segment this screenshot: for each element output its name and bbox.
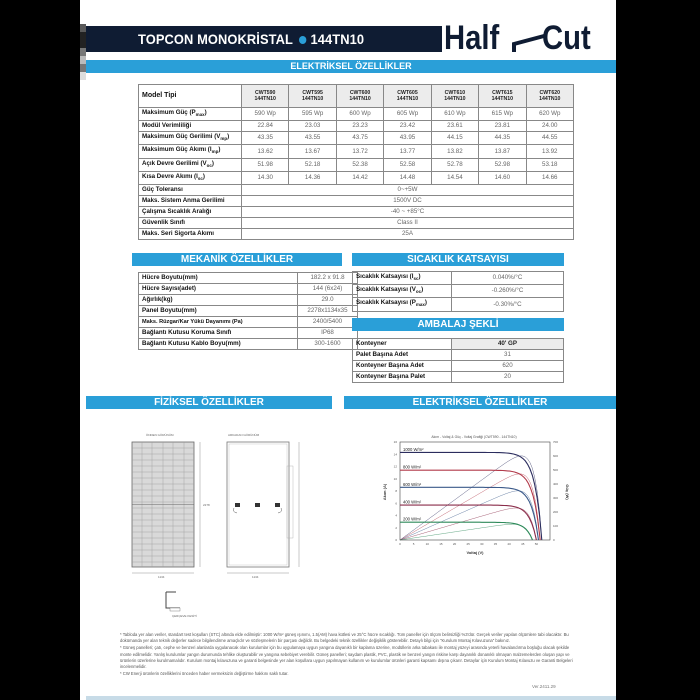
model-cell: CWT610 144TN10	[431, 85, 478, 108]
svg-text:400 W/m²: 400 W/m²	[403, 499, 422, 505]
section-header-electrical-chart: ELEKTRİKSEL ÖZELLİKLER	[344, 396, 616, 409]
row-label: Konteyner Başına Palet	[353, 372, 452, 383]
svg-text:0: 0	[553, 538, 555, 542]
iv-curve-svg	[376, 432, 572, 562]
table-row	[139, 317, 358, 328]
svg-text:5: 5	[412, 542, 415, 546]
cell-value: 29.0	[298, 295, 358, 306]
svg-text:2: 2	[395, 525, 397, 530]
svg-text:300: 300	[553, 496, 559, 500]
svg-text:1000 W/m²: 1000 W/m²	[403, 446, 424, 452]
table-row	[353, 298, 564, 311]
model-cell: CWT590 144TN10	[242, 85, 289, 108]
table-row	[139, 284, 358, 295]
section-header-temperature: SICAKLIK KATSAYISI	[352, 253, 564, 266]
footnote: * Güneş panelleri; çatı, cephe ve benzeri alanlarda uygulanacak olan kurulumlar için bu uygulamaya uygun yangına dayanıklı bir kaplama üzerine, modüllerin arka tabakası ile montaj yüzeyi arasında yeterli havalandırma boşluğu olacak şekilde monte edilmelidir. Yanlış kurulumlar yangın durumunda tehlike oluşturabilir ve yangına sebebiyet verebilir. Güneş panelleri; saydam plastik, PVC, plastik ve benzeri yangın riskine karşı dayanıklı donanıklı olmayan malzemelerden oluşan yapı ve ürünlerin üzerlerine kurulmamalıdır. Kurulum montaj kılavuzuna ve garanti belgesinde yer alan koşullara uygun yapılmayan kullanım ve kurulumlar ürünleri garanti kapsamı dışına çıkarır. Detaylar için Kurulum Montaj Kılavuzu ve Garanti Belgeleri incelenmelidir.	[120, 645, 573, 670]
cell-value: 590 Wp	[242, 108, 289, 121]
svg-text:6: 6	[395, 501, 397, 506]
cell-value: 23.61	[431, 121, 478, 132]
cell-value: 14.48	[384, 171, 431, 184]
back-view-label: ARKADAN GÖRÜNÜM	[228, 433, 260, 437]
bottom-bar	[86, 696, 616, 700]
svg-text:8: 8	[395, 489, 397, 493]
table-row	[139, 218, 574, 229]
cell-value: 605 Wp	[384, 108, 431, 121]
cell-value: -40 ~ +85°C	[242, 207, 574, 218]
cell-value: 44.35	[479, 132, 526, 145]
height-dimension: 2278	[203, 503, 210, 507]
logo-cut-line-icon	[512, 28, 546, 54]
cell-value: 610 Wp	[431, 108, 478, 121]
svg-text:Güç (W): Güç (W)	[565, 484, 570, 500]
svg-text:1134: 1134	[252, 575, 259, 579]
row-label: Sıcaklık Katsayısı $(I_{sc})$	[353, 272, 452, 285]
row-label: Konteyner	[353, 339, 452, 350]
cell-value: 53.18	[526, 158, 573, 171]
row-label: Güvenlik Sınıfı	[139, 218, 242, 229]
row-label: Bağlantı Kutusu Kablo Boyu(mm)	[139, 339, 298, 350]
table-row	[139, 196, 574, 207]
row-label: Güç Toleransı	[139, 185, 242, 196]
temperature-coefficient-table	[352, 271, 564, 312]
table-row	[353, 350, 564, 361]
cell-value: 14.54	[431, 171, 478, 184]
table-row	[139, 145, 574, 158]
iv-curve-chart	[376, 432, 572, 562]
cell-value: 43.55	[289, 132, 336, 145]
cell-value: 182.2 x 91.8	[298, 273, 358, 284]
cell-value: 20	[452, 372, 564, 383]
row-label: Ağırlık(kg)	[139, 295, 298, 306]
width-dimension: 1134	[158, 575, 165, 579]
section-header-packaging: AMBALAJ ŞEKLİ	[352, 318, 564, 331]
row-label: Maksimum Güç Akımı $(I_{mp})$	[139, 145, 242, 158]
section-header-mechanical: MEKANİK ÖZELLİKLER	[132, 253, 342, 266]
electrical-specs-table	[138, 84, 574, 240]
row-label: Hücre Boyutu(mm)	[139, 273, 298, 284]
version-label: Ver.2411.29	[532, 684, 556, 689]
svg-text:50: 50	[534, 542, 539, 546]
table-row	[139, 158, 574, 171]
model-cell: CWT600 144TN10	[336, 85, 383, 108]
cell-value: 14.36	[289, 171, 336, 184]
footnotes	[120, 632, 576, 678]
cell-value: 595 Wp	[289, 108, 336, 121]
row-label: Maksimum Güç Gerilimi $(V_{mp})$	[139, 132, 242, 145]
row-label: Maksimum Güç $(P_{max})$	[139, 108, 242, 121]
cell-value: 23.42	[384, 121, 431, 132]
svg-text:100: 100	[553, 524, 559, 528]
section-header-physical: FİZİKSEL ÖZELLİKLER	[86, 396, 332, 409]
row-label: Konteyner Başına Adet	[353, 361, 452, 372]
table-row	[139, 273, 358, 284]
svg-text:45: 45	[521, 542, 525, 546]
cell-value: 52.98	[479, 158, 526, 171]
svg-text:35: 35	[493, 542, 498, 546]
cell-value: 25A	[242, 229, 574, 240]
cell-value: 23.81	[479, 121, 526, 132]
table-row	[139, 339, 358, 350]
svg-text:200: 200	[553, 510, 559, 514]
model-cell: CWT595 144TN10	[289, 85, 336, 108]
svg-text:20: 20	[452, 542, 457, 546]
svg-text:600 W/m²: 600 W/m²	[403, 481, 422, 487]
mechanical-specs-table	[138, 272, 358, 350]
table-row	[139, 306, 358, 317]
table-row	[353, 285, 564, 298]
cell-value: 52.58	[384, 158, 431, 171]
cell-value: 1500V DC	[242, 196, 574, 207]
cell-value: 52.78	[431, 158, 478, 171]
cell-value: IP68	[298, 328, 358, 339]
cell-value: 0~+5W	[242, 185, 574, 196]
table-row	[353, 272, 564, 285]
section-header-electrical: ELEKTRİKSEL ÖZELLİKLER	[86, 60, 616, 73]
cell-value: 13.87	[479, 145, 526, 158]
table-row	[139, 132, 574, 145]
product-title	[138, 31, 364, 47]
cell-value: 40' GP	[452, 339, 564, 350]
frame-section-label: ÇERÇEVE KESİTİ	[172, 614, 197, 618]
bullet-dot-icon	[299, 36, 306, 44]
table-row	[139, 328, 358, 339]
row-label: Maks. Seri Sigorta Akımı	[139, 229, 242, 240]
model-type-label: Model Tipi	[139, 85, 242, 108]
cell-value: 600 Wp	[336, 108, 383, 121]
panel-dimension-drawing	[124, 428, 324, 618]
table-row	[353, 361, 564, 372]
cell-value: 22.84	[242, 121, 289, 132]
cell-value: 13.72	[336, 145, 383, 158]
row-label: Sıcaklık Katsayısı $(V_{oc})$	[353, 285, 452, 298]
table-row	[139, 295, 358, 306]
svg-text:Akım (A): Akım (A)	[382, 483, 387, 501]
cell-value: 24.00	[526, 121, 573, 132]
cell-value: 44.55	[526, 132, 573, 145]
cell-value: 52.18	[289, 158, 336, 171]
svg-text:10: 10	[393, 476, 397, 481]
cell-value: 51.98	[242, 158, 289, 171]
cell-value: 14.60	[479, 171, 526, 184]
product-model: 144TN10	[310, 31, 365, 47]
table-row	[353, 372, 564, 383]
cell-value: 144 (6x24)	[298, 284, 358, 295]
cell-value: 43.75	[336, 132, 383, 145]
row-label: Palet Başına Adet	[353, 350, 452, 361]
cell-value: 300-1600	[298, 339, 358, 350]
model-cell: CWT620 144TN10	[526, 85, 573, 108]
table-row	[139, 171, 574, 184]
cell-value: 31	[452, 350, 564, 361]
footnote: * Tabloda yer alan veriler, standart test koşulları (STC) altında elde edilmiştir: 1000 W/m² güneş ışınımı, 1.5(AM) hava kütlesi ve 25°C hücre sıcaklığı. Tüm paneller için ölçüm belirsizliği %3'dür. Gerçek veriler yapılan ölçümlere tabi olacaktır. Bu dokümanda yer alan teknik değerler sadece bilgilendirme amaçlıdır ve sözleşmelerin bir parçası değildir. Bu belgedeki teknik özellikler değişiklik gösterebilir. Detaylı bilgi için "Kurulum Montaj Kılavuzuna" bakınız.	[120, 632, 569, 644]
logo-half-text: Half	[444, 19, 500, 57]
table-row	[139, 207, 574, 218]
svg-text:700: 700	[553, 440, 559, 444]
svg-text:200 W/m²: 200 W/m²	[403, 516, 422, 522]
row-label: Çalışma Sıcaklık Aralığı	[139, 207, 242, 218]
row-label: Bağlantı Kutusu Koruma Sınıfı	[139, 328, 298, 339]
svg-text:Voltaj (V): Voltaj (V)	[466, 550, 484, 555]
cell-value: 2400/5400	[298, 317, 358, 328]
svg-text:30: 30	[480, 542, 484, 546]
table-row	[139, 121, 574, 132]
svg-text:25: 25	[466, 542, 470, 546]
cell-value: -0.30%/°C	[452, 298, 564, 311]
model-cell: CWT615 144TN10	[479, 85, 526, 108]
front-view-label: ÖNDEN GÖRÜNÜM	[146, 433, 174, 437]
panel-drawings	[124, 428, 324, 618]
row-label: Maks. Sistem Anma Gerilimi	[139, 196, 242, 207]
row-label: Hücre Sayısı(adet)	[139, 284, 298, 295]
cell-value: Class II	[242, 218, 574, 229]
svg-text:400: 400	[553, 482, 559, 486]
svg-text:40: 40	[507, 542, 511, 546]
svg-text:800 W/m²: 800 W/m²	[403, 464, 422, 470]
svg-text:10: 10	[425, 542, 429, 546]
model-cell: CWT605 144TN10	[384, 85, 431, 108]
cell-value: 620 Wp	[526, 108, 573, 121]
row-label: Modül Verimliliği	[139, 121, 242, 132]
table-row	[353, 339, 564, 350]
cell-value: 620	[452, 361, 564, 372]
cell-value: 13.82	[431, 145, 478, 158]
cell-value: -0.260%/°C	[452, 285, 564, 298]
cell-value: 23.23	[336, 121, 383, 132]
cell-value: 14.30	[242, 171, 289, 184]
svg-text:12: 12	[393, 464, 397, 469]
svg-text:0: 0	[395, 538, 397, 542]
cell-value: 0.040%/°C	[452, 272, 564, 285]
svg-text:Akım - Voltaj & Güç - Voltaj G: Akım - Voltaj & Güç - Voltaj Grafiği (CWT590 - 144TN10)	[431, 435, 517, 439]
svg-text:0: 0	[399, 542, 401, 546]
cell-value: 13.92	[526, 145, 573, 158]
svg-text:16: 16	[393, 440, 397, 444]
cell-value: 13.77	[384, 145, 431, 158]
row-label: Açık Devre Gerilimi $(V_{oc})$	[139, 158, 242, 171]
cell-value: 615 Wp	[479, 108, 526, 121]
datasheet-page	[80, 0, 616, 700]
cell-value: 52.38	[336, 158, 383, 171]
cell-value: 44.15	[431, 132, 478, 145]
row-label: Panel Boyutu(mm)	[139, 306, 298, 317]
cell-value: 13.67	[289, 145, 336, 158]
half-cut-logo	[442, 20, 616, 56]
cell-value: 14.66	[526, 171, 573, 184]
table-row	[139, 229, 574, 240]
cell-value: 14.42	[336, 171, 383, 184]
product-series: TOPCON MONOKRİSTAL	[138, 31, 294, 47]
table-row	[139, 108, 574, 121]
row-label: Maks. Rüzgar/Kar Yükü Dayanımı (Pa)	[139, 317, 298, 328]
svg-text:14: 14	[393, 452, 397, 457]
row-label: Kısa Devre Akımı $(I_{sc})$	[139, 171, 242, 184]
logo-cut-text: Cut	[542, 19, 591, 57]
cell-value: 13.62	[242, 145, 289, 158]
svg-text:500: 500	[553, 468, 559, 472]
svg-text:4: 4	[395, 513, 397, 518]
svg-text:600: 600	[553, 454, 559, 458]
footnote: * CW Enerji ürünlerin özelliklerini önceden haber vermeksizin değiştirme hakkını saklı tutar.	[120, 671, 289, 677]
row-label: Sıcaklık Katsayısı $(P_{max})$	[353, 298, 452, 311]
cell-value: 23.03	[289, 121, 336, 132]
table-row	[139, 185, 574, 196]
cell-value: 43.95	[384, 132, 431, 145]
cell-value: 43.35	[242, 132, 289, 145]
cell-value: 2278x1134x35	[298, 306, 358, 317]
packaging-table	[352, 338, 564, 383]
svg-text:15: 15	[439, 542, 443, 546]
